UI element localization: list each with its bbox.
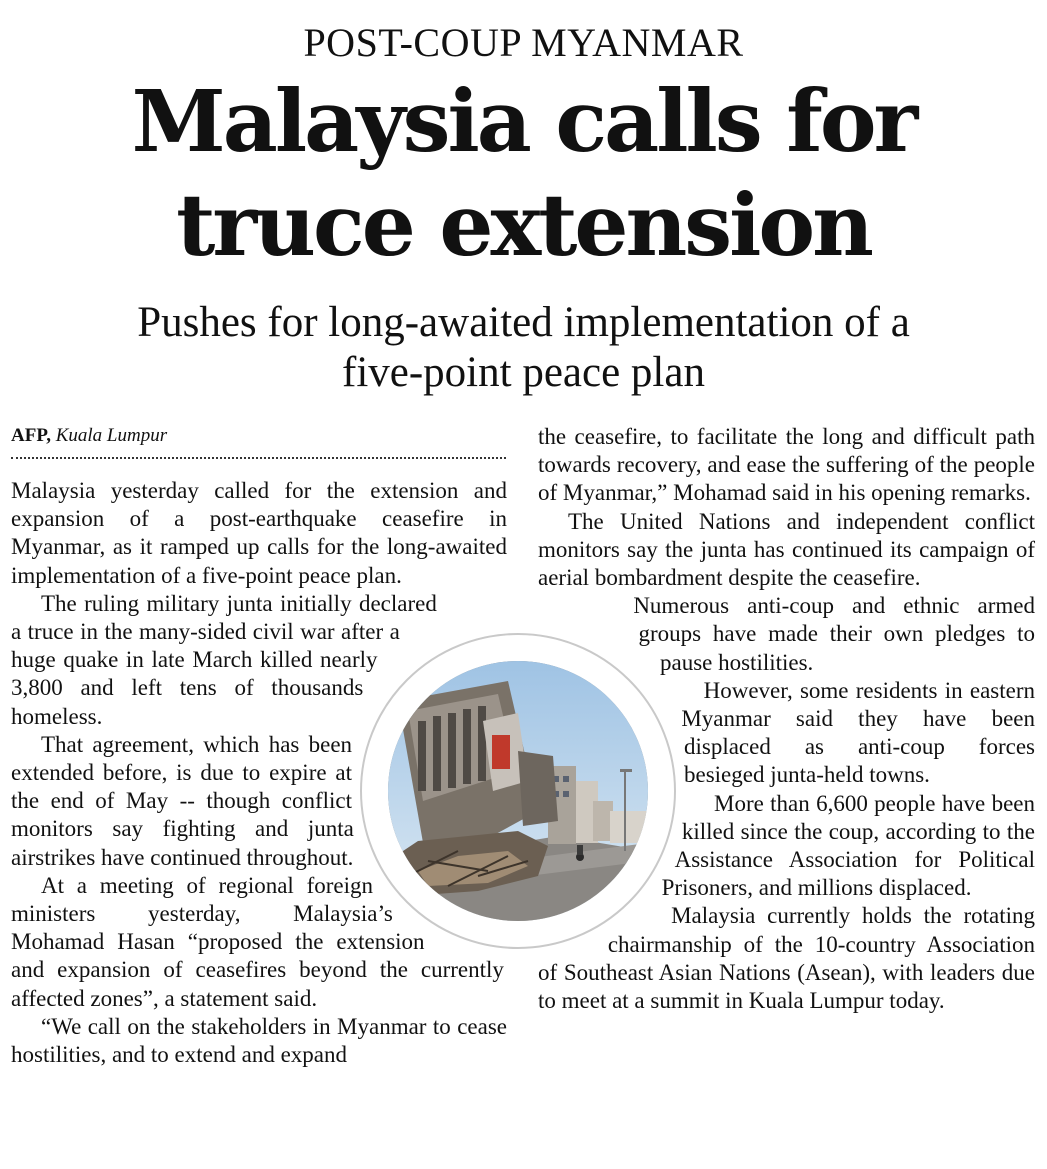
paragraph-6: The United Nations and independent conflict monitors say the junta has continued its campaign of aerial bombardment despite the ceasefire. bbox=[538, 508, 1035, 591]
paragraph-5: “We call on the stakeholders in Myanmar to cease hostilities, and to extend and expand bbox=[11, 1013, 507, 1068]
subheadline-line-2: five-point peace plan bbox=[342, 349, 705, 396]
paragraph-9: More than 6,600 people have been killed since the coup, according to the Assistance Association for Political Prisoners, and millions displaced. bbox=[661, 790, 1035, 901]
collapsed-building-illustration bbox=[388, 661, 648, 921]
paragraph-8: However, some residents in eastern Myanmar said they have been displaced as anti-coup forces besieged junta-held towns. bbox=[681, 677, 1035, 788]
byline bbox=[11, 424, 506, 448]
headline-line-2: truce extension bbox=[176, 176, 871, 276]
paragraph-5-continued: the ceasefire, to facilitate the long and difficult path towards recovery, and ease the suffering of the people of Myanmar,” Mohamad said in his opening remarks. bbox=[538, 424, 1035, 506]
paragraph-3: That agreement, which has been extended before, is due to expire at the end of May -- though conflict monitors say fighting and junta airstrikes have continued throughout. bbox=[11, 731, 354, 870]
headline bbox=[0, 70, 1047, 278]
paragraph-10: Malaysia currently holds the rotating chairmanship of the 10-country Association of Southeast Asian Nations (Asean), with leaders due to meet at a summit in Kuala Lumpur today. bbox=[538, 903, 1035, 1014]
paragraph-4: At a meeting of regional foreign ministers yesterday, Malaysia’s Mohamad Hasan “proposed the extension and expansion of ceasefires beyond the currently affected zones”, a statement said. bbox=[11, 872, 504, 1011]
earthquake-damage-photo bbox=[388, 661, 648, 921]
byline-divider bbox=[11, 457, 506, 459]
paragraph-7: Numerous anti-coup and ethnic armed groups have made their own pledges to pause hostilities. bbox=[633, 593, 1035, 675]
paragraph-1: Malaysia yesterday called for the extension and expansion of a post-earthquake ceasefire in Myanmar, as it ramped up calls for the long-awaited implementation of a five-point peace plan. bbox=[11, 478, 507, 588]
byline-agency: AFP, bbox=[11, 425, 51, 446]
photo-frame bbox=[360, 633, 676, 949]
subheadline bbox=[0, 298, 1047, 398]
subheadline-line-1: Pushes for long-awaited implementation of a bbox=[137, 299, 910, 346]
headline-line-1: Malaysia calls for bbox=[131, 72, 916, 172]
kicker: POST-COUP MYANMAR bbox=[303, 20, 744, 65]
paragraph-2: The ruling military junta initially declared a truce in the many-sided civil war after a huge quake in late March killed nearly 3,800 and left tens of thousands homeless. bbox=[11, 590, 437, 729]
byline-place: Kuala Lumpur bbox=[55, 425, 168, 446]
